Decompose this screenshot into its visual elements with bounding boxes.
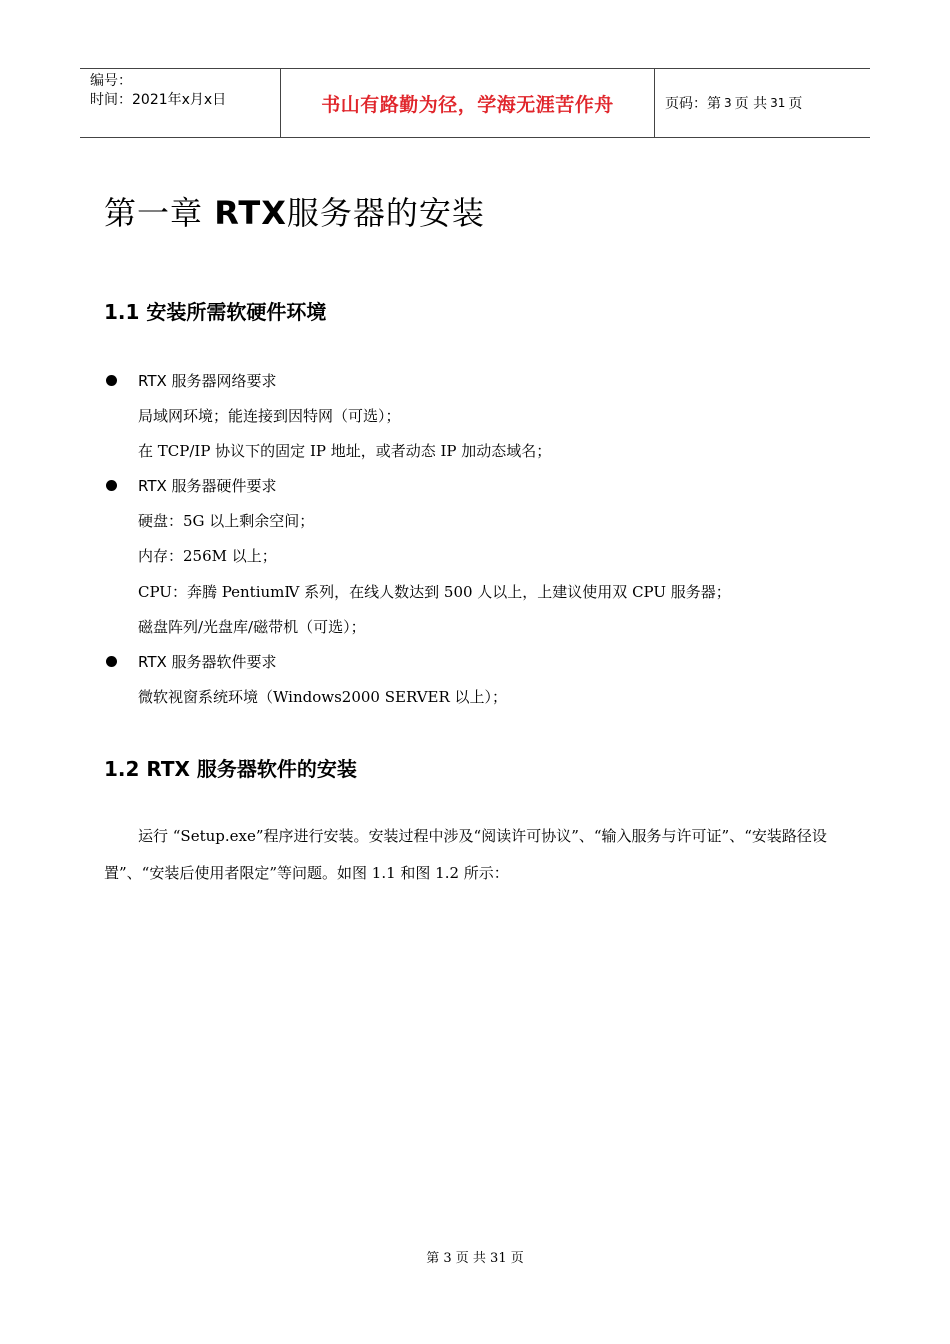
header-slogan: 书山有路勤为径，学海无涯苦作舟	[281, 69, 655, 137]
chapter-title	[104, 188, 485, 234]
item-1-line-2: 在 TCP/IP 协议下的固定 IP 地址，或者动态 IP 加动态域名；	[138, 442, 552, 460]
page-footer: 第 3 页 共 31 页	[426, 1251, 524, 1266]
chapter-suffix: 服务器的安装	[286, 194, 485, 232]
item-3-label: RTX 服务器软件要求	[138, 653, 277, 671]
header-page-suffix: 页	[788, 96, 803, 112]
header-page-current: 3	[724, 96, 732, 110]
section-2-title: 1.2 RTX 服务器软件的安装	[104, 757, 357, 781]
item-2-line-1: 硬盘：5G 以上剩余空间；	[138, 512, 315, 530]
chapter-prefix: 第一章	[104, 194, 215, 232]
section-2-paragraph: 运行 “Setup.exe”程序进行安装。安装过程中涉及“阅读许可协议”、“输入服务与许可证”、“安装路径设置”、“安装后使用者限定”等问题。如图 1.1 和图 1.2 所示：	[104, 827, 827, 882]
bullet-icon	[106, 480, 117, 491]
header-number-label: 编号：	[90, 73, 132, 89]
header-meta	[80, 69, 281, 137]
bullet-icon	[106, 375, 117, 386]
item-2-line-4: 磁盘阵列/光盘库/磁带机（可选）；	[138, 618, 366, 636]
header-page-prefix: 页码：第	[665, 96, 721, 112]
item-2-label: RTX 服务器硬件要求	[138, 477, 277, 495]
bullet-icon	[106, 656, 117, 667]
header-page-mid: 页 共	[734, 96, 768, 112]
header-date-label: 时间：2021年x月x日	[90, 92, 227, 108]
header-page-total: 31	[770, 96, 786, 110]
header-page-info	[655, 69, 870, 137]
section-1-title: 1.1 安装所需软硬件环境	[104, 300, 327, 324]
item-3-line-1: 微软视窗系统环境（Windows2000 SERVER 以上）；	[138, 688, 508, 706]
chapter-bold: RTX	[214, 194, 287, 232]
item-2-line-2: 内存：256M 以上；	[138, 547, 277, 565]
page-header	[80, 68, 870, 138]
item-1-line-1: 局域网环境；能连接到因特网（可选）；	[138, 407, 401, 425]
item-2-line-3: CPU：奔腾 PentiumⅣ 系列，在线人数达到 500 人以上，上建议使用双 CPU 服务器；	[138, 583, 731, 601]
item-1-label: RTX 服务器网络要求	[138, 372, 277, 390]
